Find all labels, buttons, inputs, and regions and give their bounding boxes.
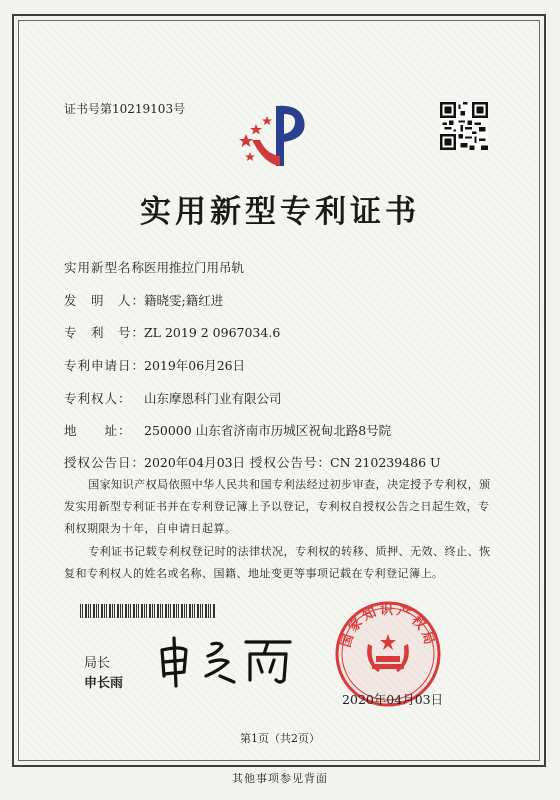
legal-status-paragraph: 专利证书记载专利权登记时的法律状况，专利权的转移、质押、无效、终止、恢复和专利权人的姓名或名称、国籍、地址变更等事项记载在专利登记簿上。 <box>64 545 491 580</box>
field-label: 授权公告日： <box>64 455 146 470</box>
field-filing-date <box>64 356 245 374</box>
field-label: 地 址： <box>64 423 132 438</box>
field-label: 实用新型名称： <box>64 260 159 275</box>
field-value: 250000 山东省济南市历城区祝甸北路8号院 <box>144 423 392 438</box>
field-label: 专利申请日： <box>64 358 146 373</box>
field-address <box>64 421 391 439</box>
field-label: 授权公告号： <box>250 455 332 470</box>
field-label: 发 明 人： <box>64 293 146 308</box>
issue-date: 2020年04月03日 <box>342 692 444 707</box>
field-patent-number <box>64 323 280 341</box>
field-patentee <box>64 389 282 407</box>
field-value: ZL 2019 2 0967034.6 <box>144 325 281 340</box>
field-utility-model-name <box>64 258 244 276</box>
barcode <box>80 604 216 618</box>
field-inventor <box>64 291 223 309</box>
certificate-title: 实用新型专利证书 <box>140 194 420 230</box>
field-value: 籍晓雯;籍红进 <box>144 293 224 308</box>
page-number: 第1页（共2页） <box>240 732 320 745</box>
announcement-date-value: 2020年04月03日 <box>144 455 246 470</box>
director-signature <box>150 632 300 688</box>
patent-emblem-icon <box>234 100 314 174</box>
field-announcement <box>64 453 441 471</box>
seal-text: 国家知识产权局 <box>338 602 438 650</box>
director-name: 申长雨 <box>84 676 124 691</box>
field-value: 医用推拉门用吊轨 <box>144 260 245 275</box>
announcement-number-value: CN 210239486 U <box>330 455 441 470</box>
footer-note: 其他事项参见背面 <box>232 772 328 785</box>
field-value: 2019年06月26日 <box>144 358 246 373</box>
qr-code-icon <box>440 102 488 150</box>
grant-paragraph: 国家知识产权局依照中华人民共和国专利法经过初步审查，决定授予专利权，颁发实用新型专利证书并在专利登记簿上予以登记，专利权自授权公告之日起生效，专利权期限为十年，自申请日起算。 <box>64 478 491 535</box>
certificate-number: 证书号第10219103号 <box>64 102 186 116</box>
field-value: 山东摩恩科门业有限公司 <box>144 391 282 406</box>
field-label: 专利权人： <box>64 391 132 406</box>
director-title: 局长 <box>84 656 111 671</box>
field-label: 专 利 号： <box>64 325 146 340</box>
